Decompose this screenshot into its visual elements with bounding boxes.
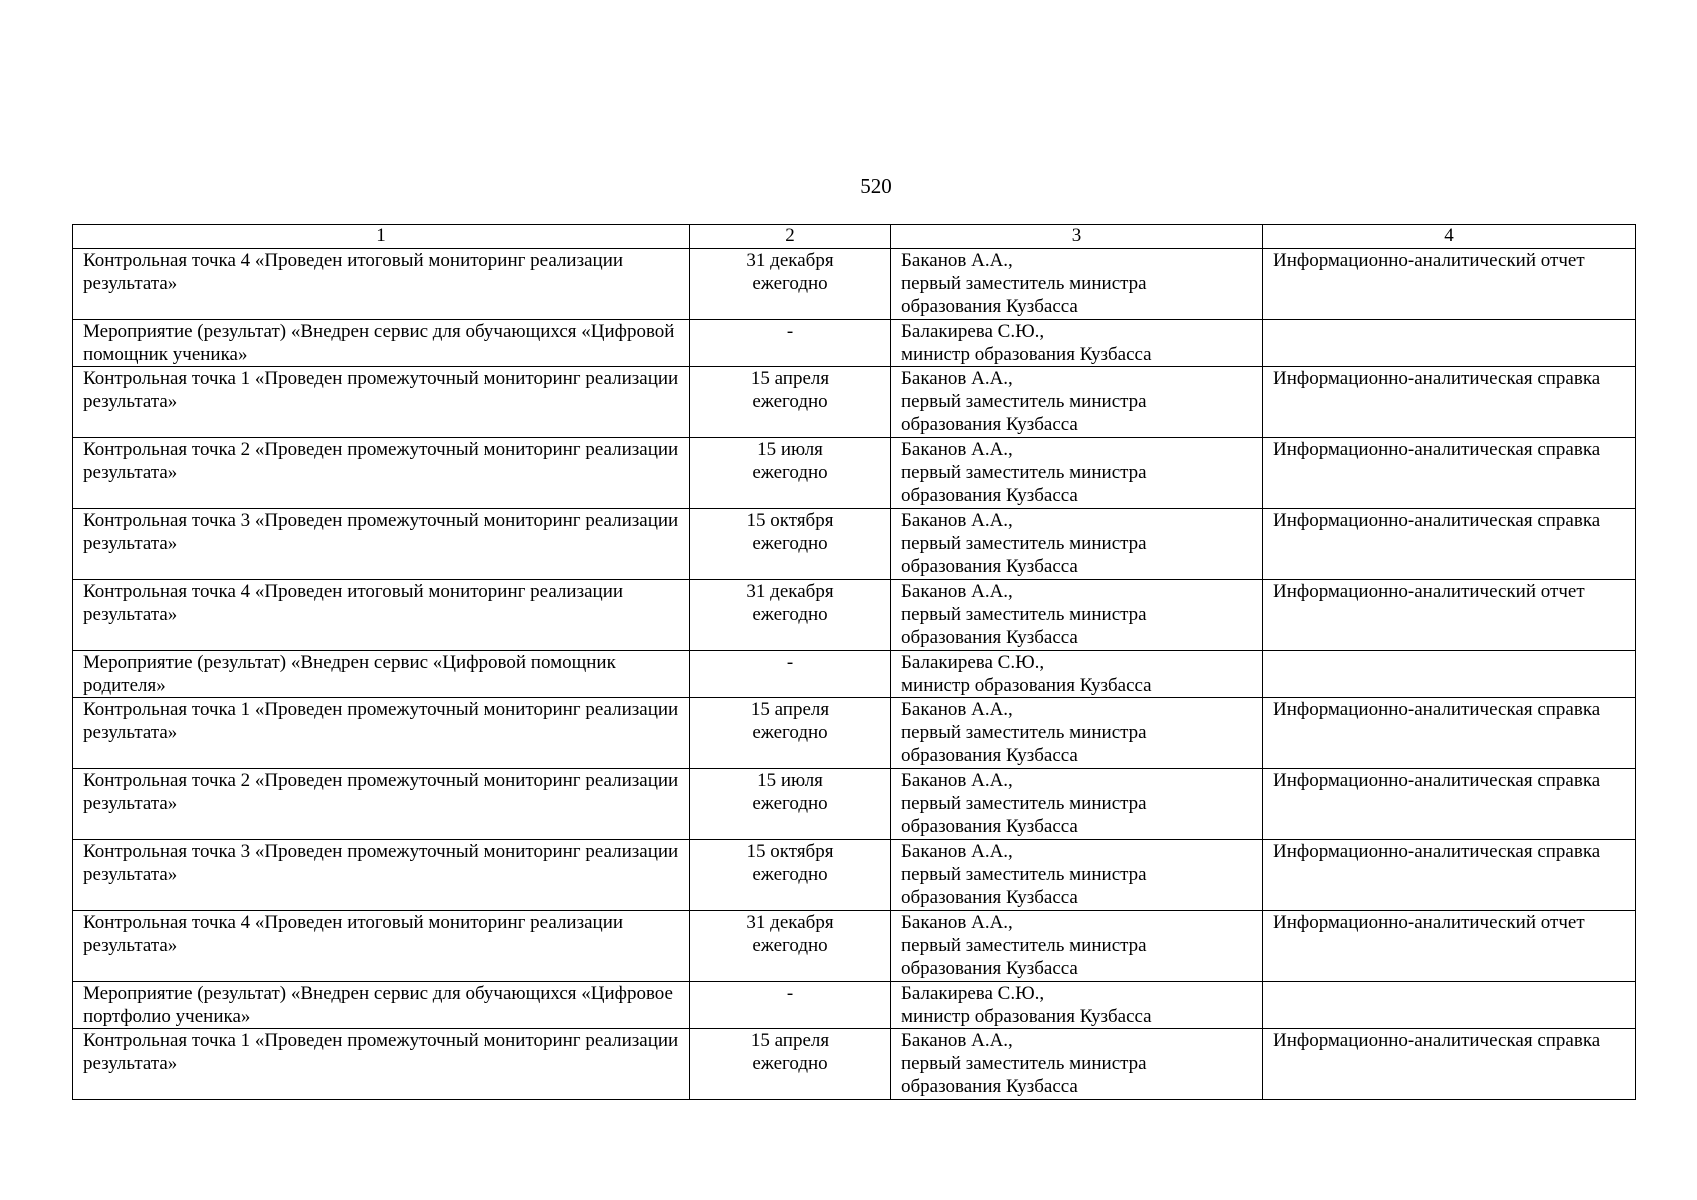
event-name: Контрольная точка 4 «Проведен итоговый мониторинг реализации результата» [83,912,624,956]
event-name: Контрольная точка 4 «Проведен итоговый мониторинг реализации результата» [83,250,624,294]
column-header-3: 3 [891,225,1263,249]
event-name: Контрольная точка 1 «Проведен промежуточный мониторинг реализации результата» [83,699,679,743]
deadline: - [786,321,794,342]
table-row [73,367,1636,438]
deadline: 31 декабря ежегодно [746,250,834,294]
event-name-cell [73,320,690,367]
deadline-cell [690,367,891,438]
page-number: 520 [860,174,892,198]
deadline: - [786,983,794,1004]
event-name-cell [73,840,690,911]
responsible-cell [891,840,1263,911]
responsible-cell [891,651,1263,698]
document-cell [1263,911,1636,982]
column-header-4: 4 [1263,225,1636,249]
event-name: Контрольная точка 2 «Проведен промежуточный мониторинг реализации результата» [83,770,679,814]
event-name: Контрольная точка 3 «Проведен промежуточный мониторинг реализации результата» [83,841,679,885]
document-cell [1263,982,1636,1029]
event-name: Контрольная точка 3 «Проведен промежуточный мониторинг реализации результата» [83,510,679,554]
deadline-cell [690,580,891,651]
document-cell [1263,1029,1636,1100]
event-name-cell [73,911,690,982]
responsible-cell [891,1029,1263,1100]
deadline-cell [690,438,891,509]
event-name: Мероприятие (результат) «Внедрен сервис для обучающихся «Цифровое портфолио ученика» [83,983,673,1027]
table-row [73,911,1636,982]
responsible: Баканов А.А., первый заместитель министра образования Кузбасса [901,250,1147,317]
table-row [73,249,1636,320]
document-cell [1263,367,1636,438]
deadline-cell [690,249,891,320]
responsible: Баканов А.А., первый заместитель министра образования Кузбасса [901,770,1147,837]
deadline: 15 апреля ежегодно [750,699,830,743]
responsible: Балакирева С.Ю., министр образования Кузбасса [901,652,1152,696]
event-name: Контрольная точка 1 «Проведен промежуточный мониторинг реализации результата» [83,1030,679,1074]
deadline: 15 июля ежегодно [752,439,828,483]
document-cell [1263,580,1636,651]
deadline-cell [690,769,891,840]
table-row [73,769,1636,840]
responsible: Балакирева С.Ю., министр образования Кузбасса [901,983,1152,1027]
deadline-cell [690,840,891,911]
deadline: - [786,652,794,673]
event-name: Контрольная точка 4 «Проведен итоговый мониторинг реализации результата» [83,581,624,625]
table-row [73,982,1636,1029]
document-type: Информационно-аналитическая справка [1273,439,1601,460]
responsible-cell [891,249,1263,320]
plan-table [72,224,1636,1100]
table-header-row [73,225,1636,249]
deadline: 15 апреля ежегодно [750,1030,830,1074]
deadline-cell [690,651,891,698]
responsible: Баканов А.А., первый заместитель министра образования Кузбасса [901,581,1147,648]
document-cell [1263,840,1636,911]
event-name-cell [73,249,690,320]
event-name: Контрольная точка 1 «Проведен промежуточный мониторинг реализации результата» [83,368,679,412]
table-row [73,320,1636,367]
deadline-cell [690,911,891,982]
responsible: Баканов А.А., первый заместитель министра образования Кузбасса [901,1030,1147,1097]
event-name-cell [73,982,690,1029]
event-name-cell [73,509,690,580]
responsible-cell [891,438,1263,509]
deadline: 31 декабря ежегодно [746,912,834,956]
responsible-cell [891,509,1263,580]
document-type: Информационно-аналитический отчет [1273,250,1585,271]
document-type: Информационно-аналитический отчет [1273,581,1585,602]
event-name-cell [73,438,690,509]
deadline: 15 апреля ежегодно [750,368,830,412]
table-row [73,1029,1636,1100]
responsible-cell [891,769,1263,840]
event-name: Мероприятие (результат) «Внедрен сервис «Цифровой помощник родителя» [83,652,616,696]
table-row [73,840,1636,911]
responsible-cell [891,580,1263,651]
event-name-cell [73,1029,690,1100]
responsible-cell [891,367,1263,438]
document-type: Информационно-аналитическая справка [1273,510,1601,531]
responsible-cell [891,320,1263,367]
deadline-cell [690,698,891,769]
table-row [73,509,1636,580]
responsible: Баканов А.А., первый заместитель министра образования Кузбасса [901,699,1147,766]
table-row [73,438,1636,509]
document-cell [1263,651,1636,698]
table-row [73,580,1636,651]
responsible-cell [891,982,1263,1029]
event-name-cell [73,651,690,698]
event-name-cell [73,367,690,438]
column-header-2: 2 [690,225,891,249]
event-name-cell [73,698,690,769]
document-cell [1263,698,1636,769]
deadline-cell [690,1029,891,1100]
document-cell [1263,438,1636,509]
responsible: Баканов А.А., первый заместитель министра образования Кузбасса [901,439,1147,506]
responsible: Баканов А.А., первый заместитель министра образования Кузбасса [901,912,1147,979]
deadline-cell [690,509,891,580]
document-cell [1263,249,1636,320]
document-cell [1263,509,1636,580]
event-name-cell [73,580,690,651]
document-type: Информационно-аналитическая справка [1273,368,1601,389]
responsible-cell [891,698,1263,769]
document-type: Информационно-аналитическая справка [1273,770,1601,791]
deadline: 15 июля ежегодно [752,770,828,814]
document-type: Информационно-аналитический отчет [1273,912,1585,933]
document-type: Информационно-аналитическая справка [1273,841,1601,862]
column-header-1: 1 [73,225,690,249]
deadline: 15 октября ежегодно [746,510,834,554]
document-cell [1263,320,1636,367]
event-name: Контрольная точка 2 «Проведен промежуточный мониторинг реализации результата» [83,439,679,483]
document-type: Информационно-аналитическая справка [1273,1030,1601,1051]
table-row [73,698,1636,769]
document-type: Информационно-аналитическая справка [1273,699,1601,720]
deadline: 31 декабря ежегодно [746,581,834,625]
deadline: 15 октября ежегодно [746,841,834,885]
table-row [73,651,1636,698]
event-name-cell [73,769,690,840]
deadline-cell [690,982,891,1029]
responsible-cell [891,911,1263,982]
event-name: Мероприятие (результат) «Внедрен сервис для обучающихся «Цифровой помощник ученика» [83,321,675,365]
responsible: Баканов А.А., первый заместитель министра образования Кузбасса [901,510,1147,577]
document-cell [1263,769,1636,840]
responsible: Баканов А.А., первый заместитель министра образования Кузбасса [901,368,1147,435]
deadline-cell [690,320,891,367]
responsible: Баканов А.А., первый заместитель министра образования Кузбасса [901,841,1147,908]
responsible: Балакирева С.Ю., министр образования Кузбасса [901,321,1152,365]
